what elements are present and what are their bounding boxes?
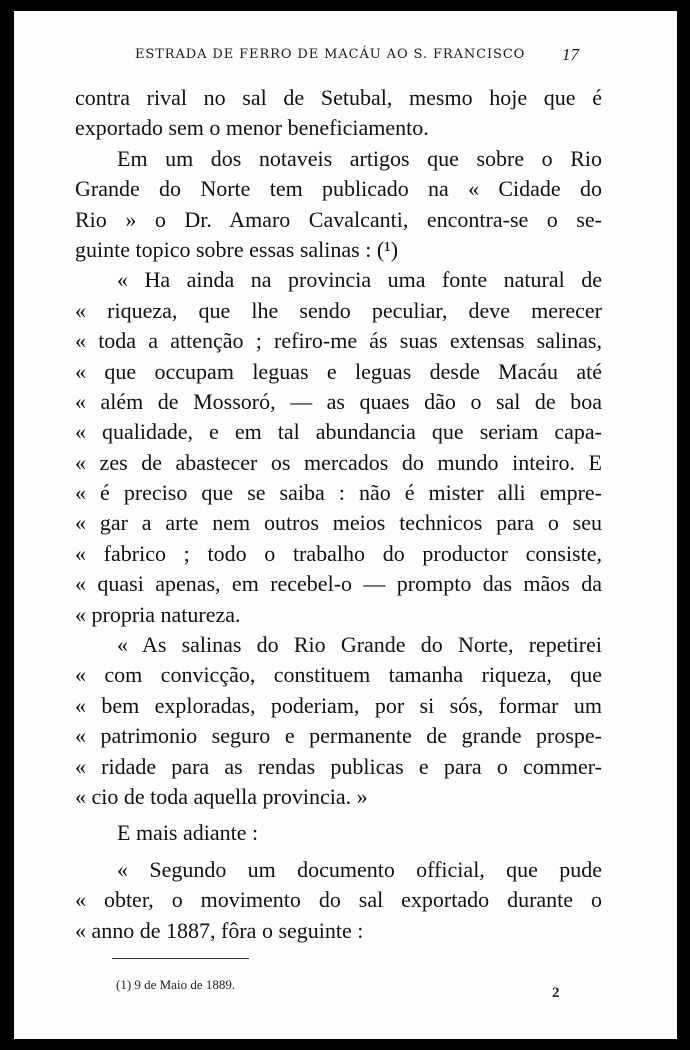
quote-line: « é preciso que se saiba : não é mister alli empre- — [75, 480, 602, 506]
quote-line: « ridade para as rendas publicas e para o commer- — [75, 753, 602, 779]
text-line: Rio » o Dr. Amaro Cavalcanti, encontra-se o se- — [75, 206, 602, 232]
quote-line: « que occupam leguas e leguas desde Macáu até — [75, 358, 602, 384]
paragraph-start-line: E mais adiante : — [117, 820, 259, 846]
quote-line: « fabrico ; todo o trabalho do productor consiste, — [75, 540, 602, 566]
text-line: guinte topico sobre essas salinas : (¹) — [75, 236, 399, 262]
quote-line: « patrimonio seguro e permanente de grande prospe- — [75, 723, 602, 749]
quote-line: « obter, o movimento do sal exportado durante o — [75, 887, 602, 913]
page-header — [14, 47, 677, 67]
quote-line: « anno de 1887, fôra o seguinte : — [75, 917, 364, 943]
quote-line: « propria natureza. — [75, 601, 241, 627]
quote-line: « cio de toda aquella provincia. » — [75, 783, 368, 809]
page-number: 17 — [562, 45, 579, 64]
quote-line: « além de Mossoró, — as quaes dão o sal de boa — [75, 388, 602, 414]
text-line: Grande do Norte tem publicado na « Cidade do — [75, 176, 602, 202]
quote-start-line: « Ha ainda na provincia uma fonte natural de — [117, 267, 602, 293]
quote-line: « toda a attenção ; refiro-me ás suas extensas salinas, — [75, 328, 602, 354]
quote-line: « riqueza, que lhe sendo peculiar, deve merecer — [75, 297, 602, 323]
quote-line: « qualidade, e em tal abundancia que seriam capa- — [75, 419, 602, 445]
footnote: (1) 9 de Maio de 1889. — [116, 977, 236, 992]
paragraph-start-line: Em um dos notaveis artigos que sobre o Rio — [117, 145, 602, 171]
text-line: exportado sem o menor beneficiamento. — [75, 115, 429, 141]
quote-line: « quasi apenas, em recebel-o — prompto das mãos da — [75, 571, 602, 597]
book-page — [14, 11, 677, 1039]
body-text — [75, 83, 602, 946]
text-line: contra rival no sal de Setubal, mesmo hoje que é — [75, 85, 602, 110]
quote-line: « com convicção, constituem tamanha riqueza, que — [75, 662, 602, 688]
quote-start-line: « As salinas do Rio Grande do Norte, repetirei — [117, 632, 602, 658]
running-title: ESTRADA DE FERRO DE MACÁU AO S. FRANCISCO — [135, 47, 526, 62]
quote-line: « bem exploradas, poderiam, por si sós, formar um — [75, 692, 602, 718]
signature-mark: 2 — [552, 985, 560, 1001]
quote-line: « zes de abastecer os mercados do mundo inteiro. E — [75, 449, 602, 475]
quote-start-line: « Segundo um documento official, que pude — [117, 856, 602, 882]
footnote-rule — [112, 958, 249, 959]
quote-line: « gar a arte nem outros meios technicos para o seu — [75, 510, 602, 536]
